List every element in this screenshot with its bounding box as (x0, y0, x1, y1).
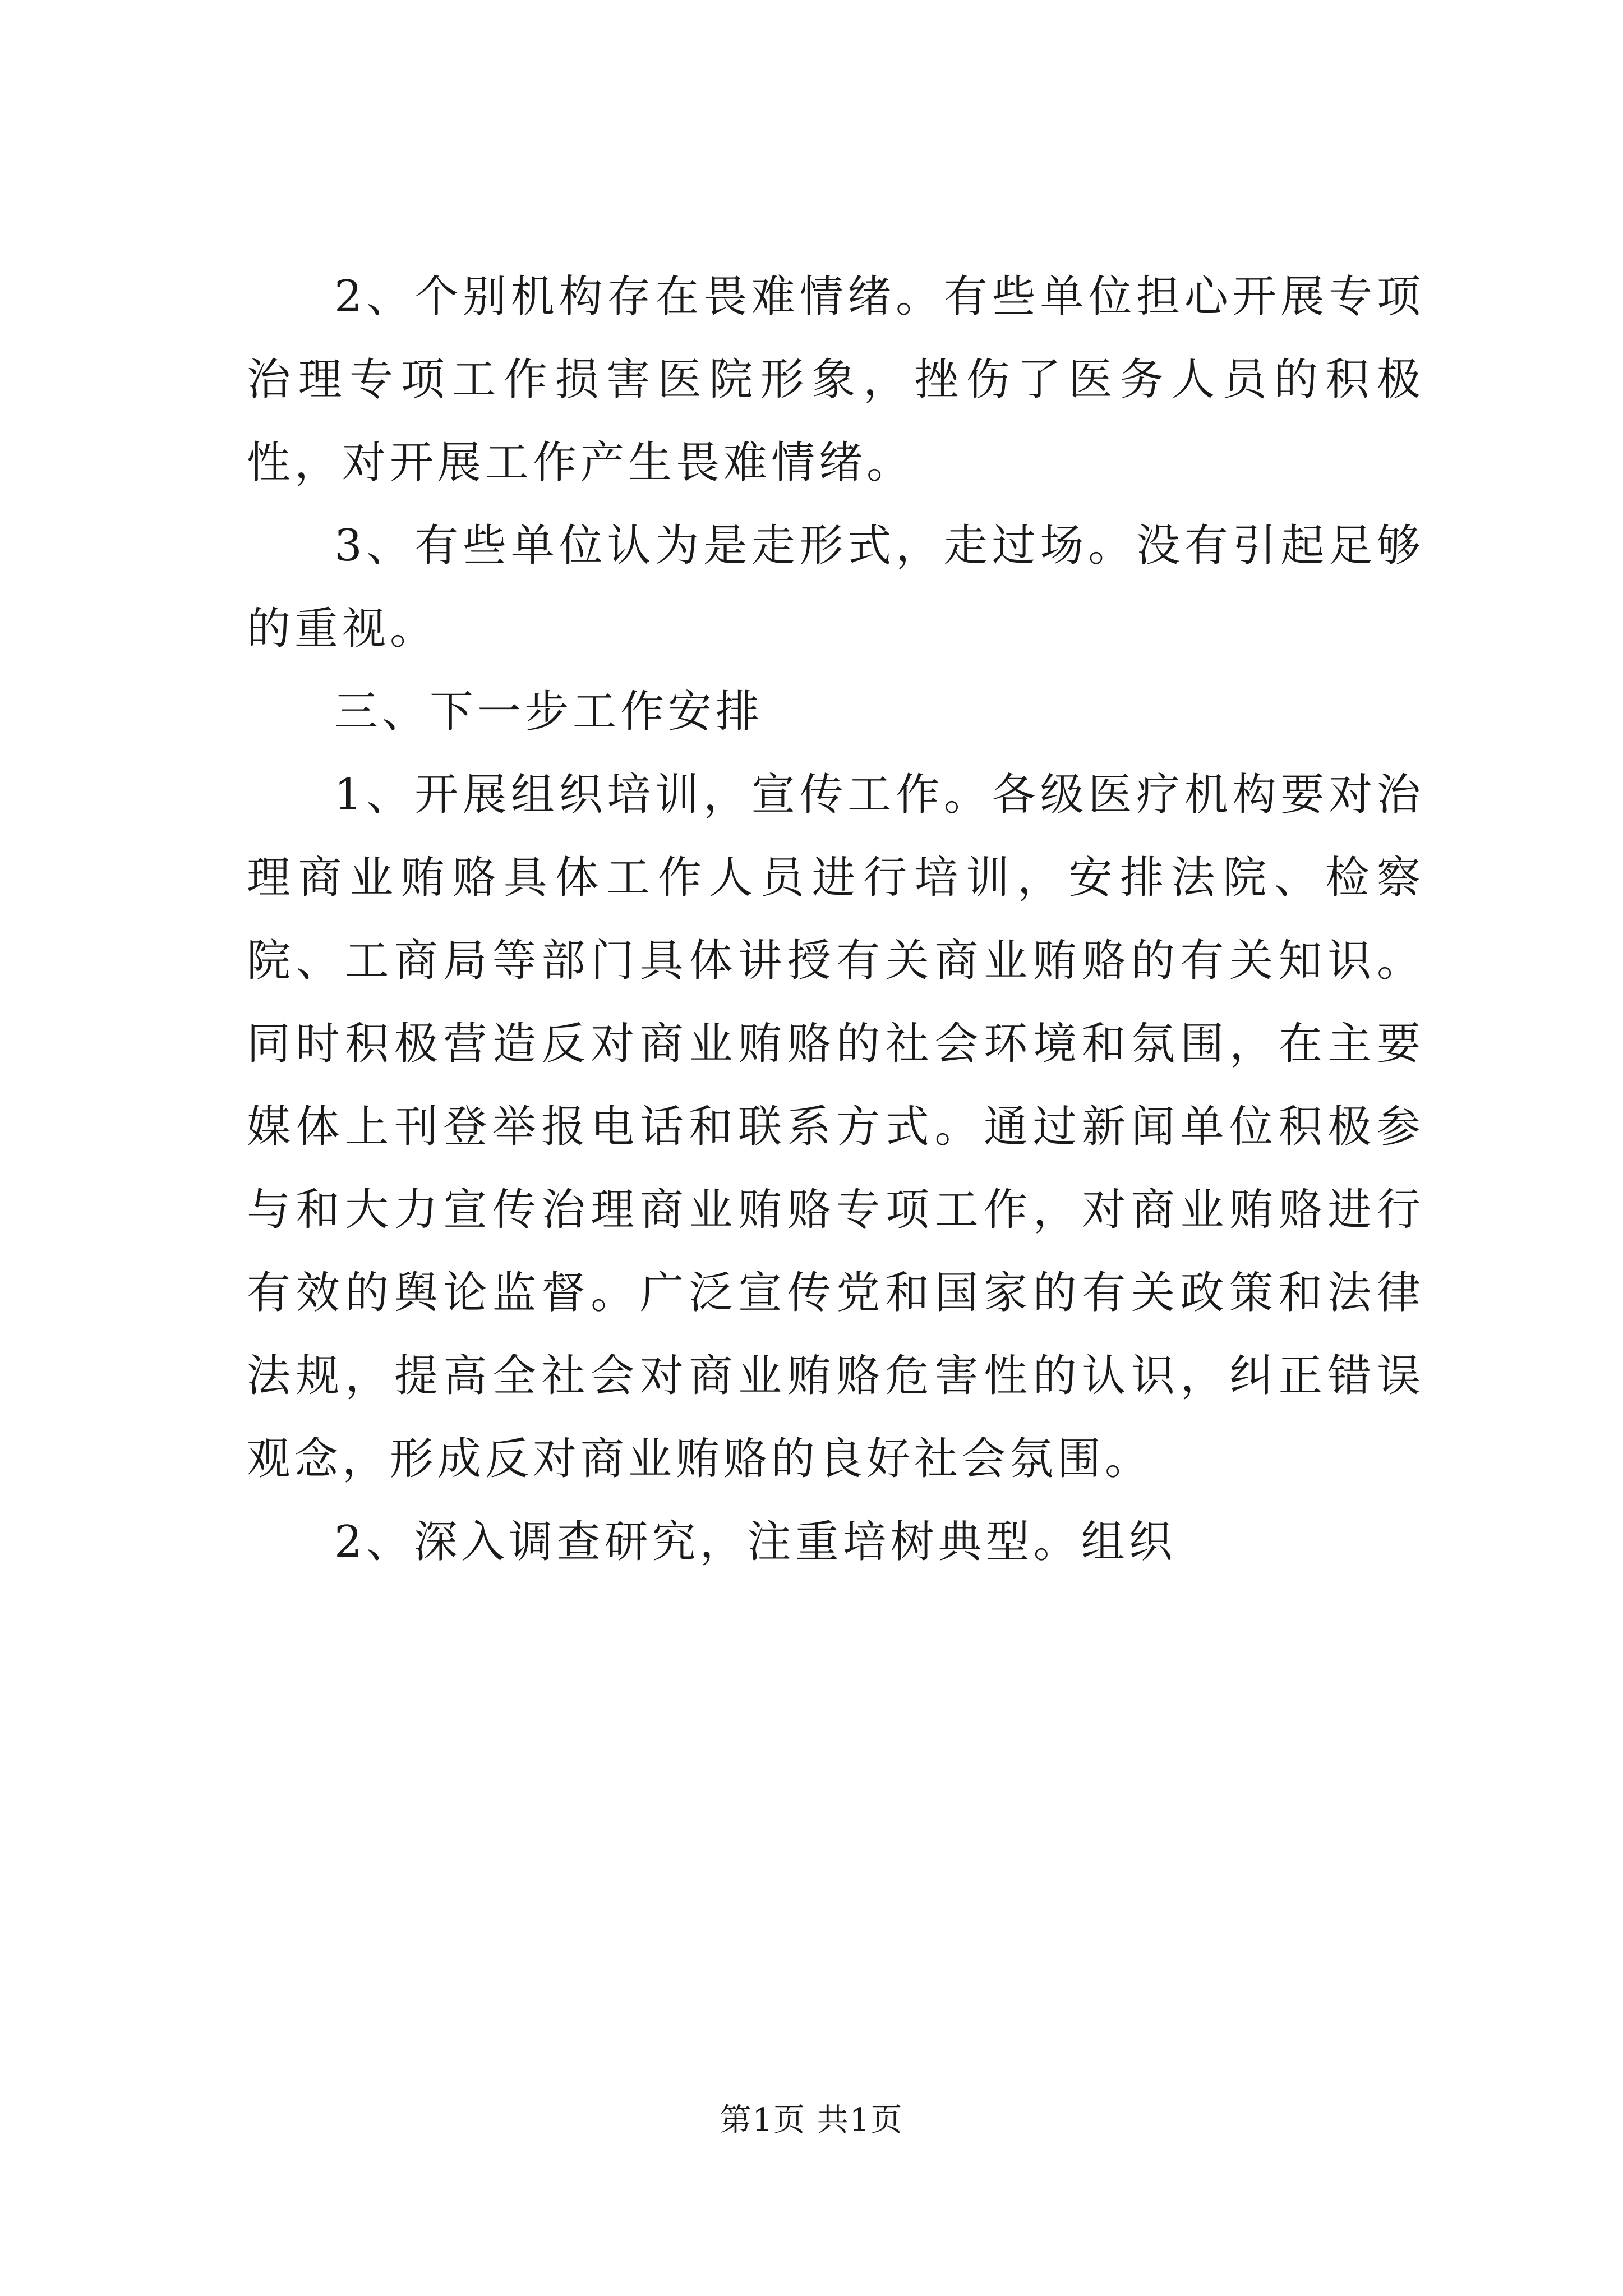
paragraph: 2、个别机构存在畏难情绪。有些单位担心开展专项治理专项工作损害医院形象，挫伤了医务人员的积极性，对开展工作产生畏难情绪。 (247, 272, 1424, 488)
paragraph: 3、有些单位认为是走形式，走过场。没有引起足够的重视。 (247, 521, 1424, 654)
document-body (247, 255, 1424, 1584)
page-footer: 第1页 共1页 (720, 2102, 903, 2138)
section-heading: 三、下一步工作安排 (334, 687, 764, 737)
paragraph: 2、深入调查研究，注重培树典型。组织 (334, 1517, 1177, 1567)
paragraph: 1、开展组织培训，宣传工作。各级医疗机构要对治理商业贿赂具体工作人员进行培训，安排法院、检察院、工商局等部门具体讲授有关商业贿赂的有关知识。同时积极营造反对商业贿赂的社会环境和氛围，在主要媒体上刊登举报电话和联系方式。通过新闻单位积极参与和大力宣传治理商业贿赂专项工作，对商业贿赂进行有效的舆论监督。广泛宣传党和国家的有关政策和法律法规，提高全社会对商业贿赂危害性的认识，纠正错误观念，形成反对商业贿赂的良好社会氛围。 (247, 770, 1424, 1484)
